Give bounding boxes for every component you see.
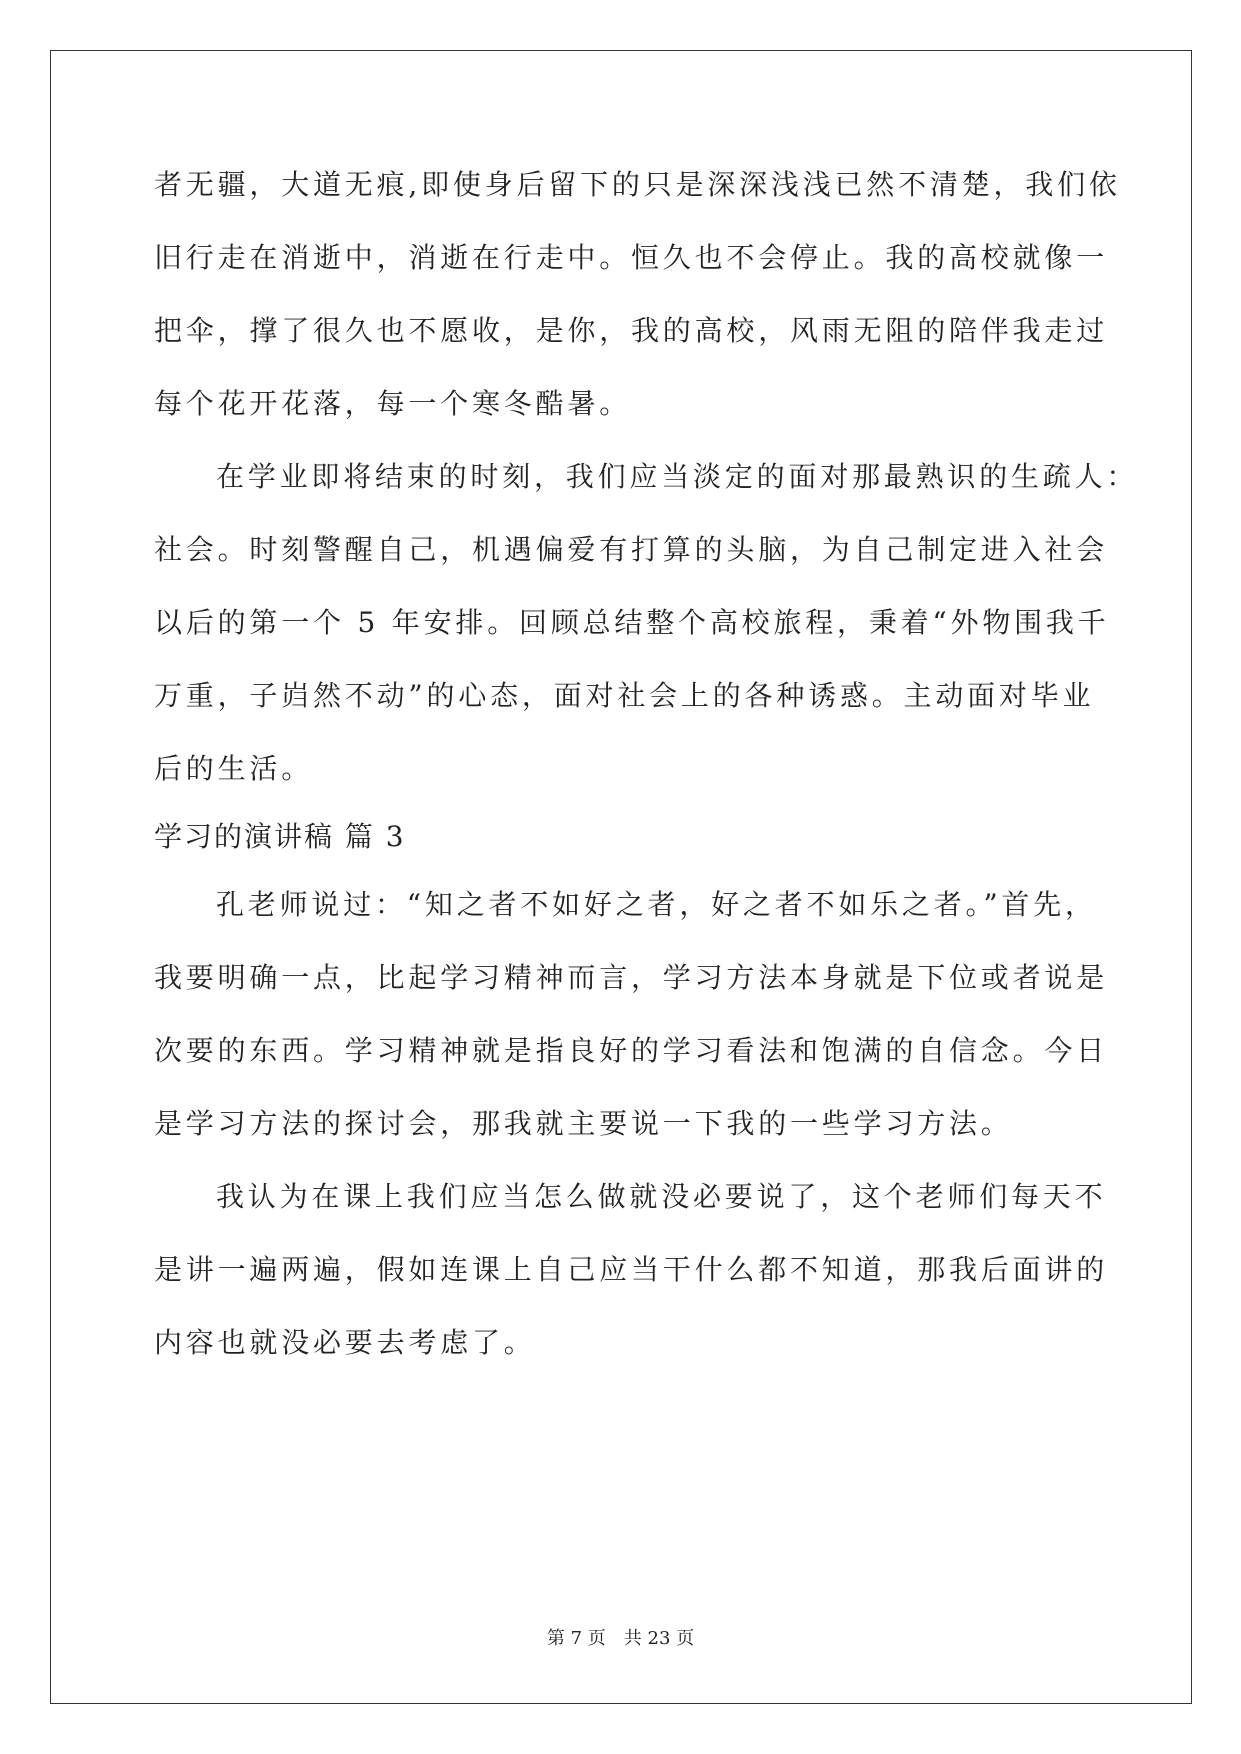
paragraph-1-line-3: 把伞，撑了很久也不愿收，是你，我的高校，风雨无阻的陪伴我走过 [154,314,1109,347]
paragraph-2-line-3: 以后的第一个 5 年安排。回顾总结整个高校旅程，秉着“外物围我千 [154,606,1110,639]
paragraph-2-line-5: 后的生活。 [154,752,314,785]
paragraph-4-line-1: 我认为在课上我们应当怎么做就没必要说了，这个老师们每天不 [216,1180,1107,1213]
section-heading: 学习的演讲稿 篇 3 [154,820,406,853]
paragraph-1-line-2: 旧行走在消逝中，消逝在行走中。恒久也不会停止。我的高校就像一 [154,241,1109,274]
paragraph-2-line-1: 在学业即将结束的时刻，我们应当淡定的面对那最熟识的生疏人： [216,460,1139,493]
paragraph-1-line-1: 者无疆，大道无痕,即使身后留下的只是深深浅浅已然不清楚，我们依 [154,168,1121,201]
page-number: 第 7 页 [546,1628,606,1649]
paragraph-4-line-3: 内容也就没必要去考虑了。 [154,1326,536,1359]
paragraph-3-line-4: 是学习方法的探讨会，那我就主要说一下我的一些学习方法。 [154,1107,1013,1140]
paragraph-2-line-4: 万重，子岿然不动”的心态，面对社会上的各种诱惑。主动面对毕业 [154,679,1095,712]
page-footer [0,1627,1241,1651]
paragraph-3-line-3: 次要的东西。学习精神就是指良好的学习看法和饱满的自信念。今日 [154,1034,1109,1067]
paragraph-3-line-2: 我要明确一点，比起学习精神而言，学习方法本身就是下位或者说是 [154,961,1109,994]
paragraph-3-line-1: 孔老师说过：“知之者不如好之者，好之者不如乐之者。”首先， [216,888,1097,921]
page-total: 共 23 页 [623,1628,695,1649]
page-border [50,50,1192,1704]
paragraph-2-line-2: 社会。时刻警醒自己，机遇偏爱有打算的头脑，为自己制定进入社会 [154,533,1109,566]
paragraph-4-line-2: 是讲一遍两遍，假如连课上自己应当干什么都不知道，那我后面讲的 [154,1253,1109,1286]
paragraph-1-line-4: 每个花开花落，每一个寒冬酷暑。 [154,387,632,420]
